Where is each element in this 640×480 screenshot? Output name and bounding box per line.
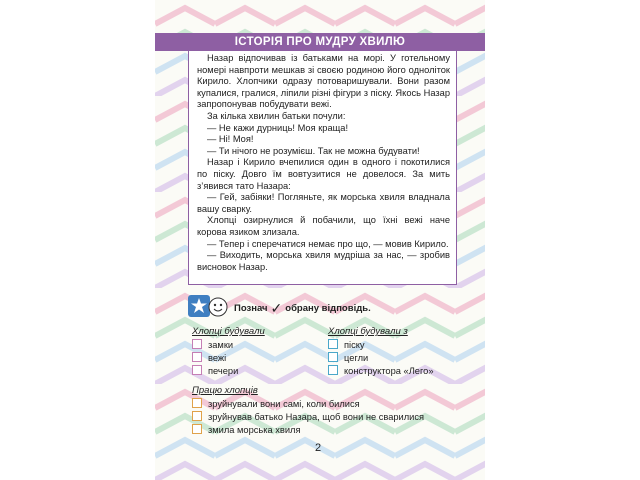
story-paragraph: — Виходить, морська хвиля мудріша за нас, — зробив висновок Назар. [197, 250, 450, 272]
option-label: печери [208, 366, 239, 376]
checkbox[interactable] [192, 411, 202, 421]
workbook-page [155, 0, 485, 480]
story-paragraph: — Ні! Моя! [207, 134, 254, 145]
task-text-after: обрану відповідь. [285, 303, 371, 314]
checkbox[interactable] [328, 365, 338, 375]
checkbox[interactable] [328, 339, 338, 349]
checkbox[interactable] [192, 352, 202, 362]
task-text [234, 300, 371, 317]
question-2-option[interactable] [328, 339, 365, 351]
checkbox[interactable] [192, 398, 202, 408]
checkmark-icon: ✓ [270, 300, 283, 316]
story-paragraph: Назар відпочивав із батьками на морі. У готельному номері навпроти мешкав зі своєю родиною його одноліток Кирило. Хлопчики одразу потоваришували. Вони разом купалися, гралися, ліпили різні фігури з піску. Якось Назар запропонував побудувати вежі. [197, 53, 450, 110]
story-paragraph: Хлопці озирнулися й побачили, що їхні вежі наче корова язиком злизала. [197, 215, 450, 237]
story-text-box [188, 51, 457, 285]
checkbox[interactable] [192, 339, 202, 349]
checkbox[interactable] [192, 365, 202, 375]
question-3-option[interactable] [192, 411, 424, 423]
story-paragraph: — Ти нічого не розумієш. Так не можна будувати! [207, 145, 420, 156]
story-paragraph: — Тепер і сперечатися немає про що, — мовив Кирило. [207, 238, 449, 249]
option-label: цегли [344, 353, 369, 363]
question-2-option[interactable] [328, 352, 368, 364]
option-label: конструктора «Лего» [344, 366, 434, 376]
option-label: вежі [208, 353, 227, 363]
task-text-before: Познач [234, 303, 268, 314]
question-2-option[interactable] [328, 365, 434, 377]
task-instruction [188, 295, 468, 321]
story-paragraph: — Не кажи дурниць! Моя краща! [207, 122, 349, 133]
story-paragraph: Назар і Кирило вчепилися один в одного і покотилися по піску. Довго їм вовтузитися не довелося. За мить з’явився тато Назара: [197, 157, 450, 191]
option-label: зруйнували вони самі, коли билися [208, 399, 360, 409]
option-label: зруйнував батько Назара, щоб вони не сварилися [208, 412, 425, 422]
option-label: піску [344, 340, 365, 350]
story-paragraph: — Гей, забіяки! Погляньте, як морська хвиля владнала вашу сварку. [197, 192, 450, 214]
question-2-label: Хлопці будували з [328, 326, 408, 337]
question-1-label: Хлопці будували [192, 326, 265, 337]
option-label: замки [208, 340, 234, 350]
question-3-option[interactable] [192, 424, 301, 436]
checkbox[interactable] [328, 352, 338, 362]
question-1-option[interactable] [192, 365, 238, 377]
option-label: змила морська хвиля [208, 425, 301, 435]
question-1-option[interactable] [192, 339, 233, 351]
question-1-option[interactable] [192, 352, 226, 364]
story-paragraph: За кілька хвилин батьки почули: [207, 110, 346, 121]
page-number: 2 [315, 442, 322, 454]
checkbox[interactable] [192, 424, 202, 434]
task-icon [188, 295, 228, 321]
question-3-label: Працю хлопців [192, 385, 258, 396]
story-title: ІСТОРІЯ ПРО МУДРУ ХВИЛЮ [155, 33, 485, 51]
smiley-icon [209, 298, 227, 316]
question-3-option[interactable] [192, 398, 360, 410]
